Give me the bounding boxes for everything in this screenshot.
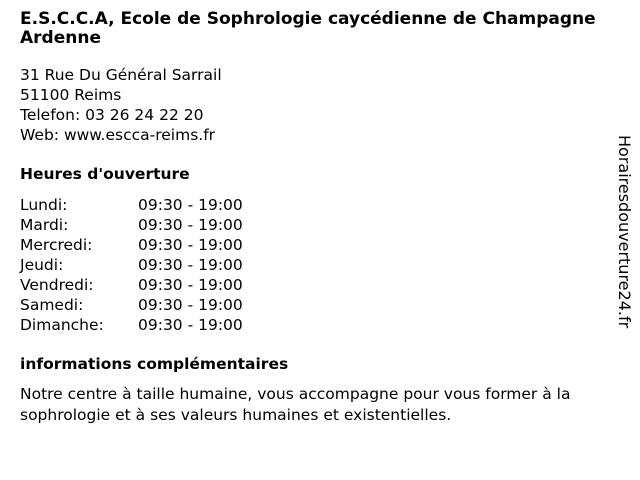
hours-row xyxy=(20,235,243,255)
hours-row xyxy=(20,275,243,295)
day-hours: 09:30 - 19:00 xyxy=(138,196,243,214)
hours-row xyxy=(20,315,243,335)
hours-row xyxy=(20,295,243,315)
website-link[interactable]: Web: www.escca-reims.fr xyxy=(20,126,216,144)
address-street: 31 Rue Du Général Sarrail xyxy=(20,66,222,84)
day-label: Lundi: xyxy=(20,196,68,214)
hours-row xyxy=(20,195,243,215)
day-label: Jeudi: xyxy=(20,256,64,274)
day-hours: 09:30 - 19:00 xyxy=(138,316,243,334)
site-watermark: Horairesdouverture24.fr xyxy=(615,135,634,329)
business-name: E.S.C.C.A, Ecole de Sophrologie caycédienne de Champagne Ardenne xyxy=(20,9,596,48)
address-block xyxy=(20,65,222,145)
hours-row xyxy=(20,255,243,275)
day-hours: 09:30 - 19:00 xyxy=(138,236,243,254)
additional-info-heading: informations complémentaires xyxy=(20,355,289,373)
hours-row xyxy=(20,215,243,235)
day-hours: 09:30 - 19:00 xyxy=(138,296,243,314)
day-label: Mercredi: xyxy=(20,236,93,254)
day-hours: 09:30 - 19:00 xyxy=(138,256,243,274)
day-label: Samedi: xyxy=(20,296,84,314)
phone-number[interactable]: Telefon: 03 26 24 22 20 xyxy=(20,106,204,124)
opening-hours-table xyxy=(20,195,243,335)
day-hours: 09:30 - 19:00 xyxy=(138,216,243,234)
day-label: Vendredi: xyxy=(20,276,94,294)
opening-hours-heading: Heures d'ouverture xyxy=(20,165,190,183)
additional-info-text: Notre centre à taille humaine, vous accompagne pour vous former à la sophrologie et à ses valeurs humaines et existentielles. xyxy=(20,385,571,424)
day-hours: 09:30 - 19:00 xyxy=(138,276,243,294)
day-label: Dimanche: xyxy=(20,316,104,334)
day-label: Mardi: xyxy=(20,216,69,234)
address-city: 51100 Reims xyxy=(20,86,122,104)
